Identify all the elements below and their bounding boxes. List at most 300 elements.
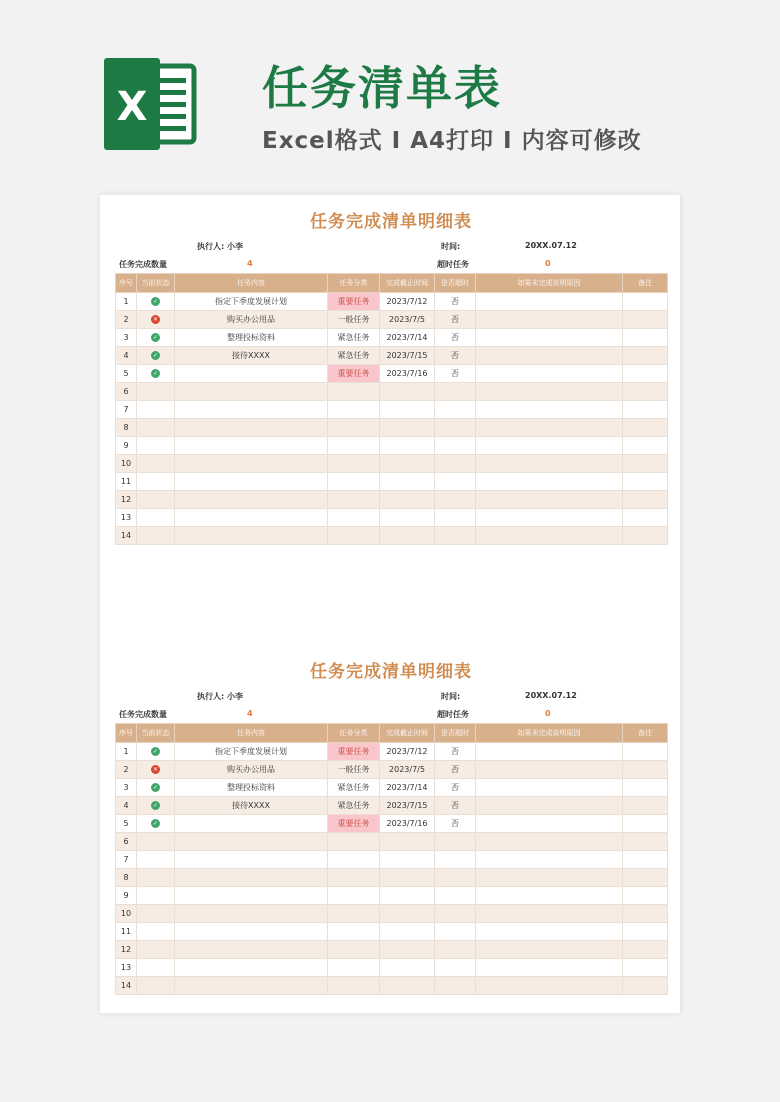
cell-category[interactable] — [328, 383, 380, 401]
check-circle-icon: ✓ — [152, 820, 159, 827]
cell-content[interactable] — [175, 941, 328, 959]
table-row[interactable] — [116, 527, 668, 545]
cell-reason[interactable] — [476, 869, 623, 887]
cell-overdue[interactable]: 否 — [435, 779, 476, 797]
cell-content[interactable] — [175, 473, 328, 491]
cell-overdue[interactable] — [435, 887, 476, 905]
cell-deadline[interactable]: 2023/7/12 — [380, 743, 435, 761]
cell-deadline[interactable] — [380, 527, 435, 545]
cell-note[interactable] — [623, 761, 668, 779]
cell-category[interactable]: 紧急任务 — [328, 779, 380, 797]
table-row[interactable] — [116, 779, 668, 797]
table-row[interactable] — [116, 869, 668, 887]
cell-status[interactable] — [137, 293, 175, 311]
table-row[interactable] — [116, 347, 668, 365]
cell-no: 13 — [116, 959, 137, 977]
cell-status[interactable] — [137, 833, 175, 851]
cell-content[interactable] — [175, 383, 328, 401]
cell-content[interactable] — [175, 455, 328, 473]
cell-category[interactable] — [328, 851, 380, 869]
done-count-label: 任务完成数量 — [119, 710, 167, 719]
cell-content[interactable] — [175, 401, 328, 419]
cell-note[interactable] — [623, 509, 668, 527]
cell-status[interactable] — [137, 455, 175, 473]
cell-deadline[interactable]: 2023/7/14 — [380, 779, 435, 797]
cell-deadline[interactable]: 2023/7/5 — [380, 311, 435, 329]
cell-status[interactable] — [137, 743, 175, 761]
cell-reason[interactable] — [476, 923, 623, 941]
overdue-value[interactable]: 0 — [545, 259, 551, 268]
cell-reason[interactable] — [476, 743, 623, 761]
table-row[interactable] — [116, 329, 668, 347]
cell-reason[interactable] — [476, 491, 623, 509]
table-row[interactable] — [116, 455, 668, 473]
cell-category[interactable] — [328, 923, 380, 941]
cell-overdue[interactable]: 否 — [435, 761, 476, 779]
table-row[interactable] — [116, 977, 668, 995]
cell-reason[interactable] — [476, 383, 623, 401]
cell-category[interactable] — [328, 977, 380, 995]
cell-content[interactable] — [175, 887, 328, 905]
cell-content[interactable] — [175, 815, 328, 833]
cell-no: 13 — [116, 509, 137, 527]
cell-deadline[interactable]: 2023/7/14 — [380, 329, 435, 347]
cell-category[interactable] — [328, 455, 380, 473]
cell-deadline[interactable]: 2023/7/5 — [380, 761, 435, 779]
cell-no: 12 — [116, 941, 137, 959]
cell-status[interactable] — [137, 887, 175, 905]
table-row[interactable] — [116, 491, 668, 509]
cell-note[interactable] — [623, 887, 668, 905]
table-row[interactable] — [116, 887, 668, 905]
cell-category[interactable] — [328, 437, 380, 455]
cell-category[interactable]: 一般任务 — [328, 311, 380, 329]
table-body — [116, 743, 668, 995]
cell-note[interactable] — [623, 797, 668, 815]
table-row[interactable] — [116, 815, 668, 833]
cell-reason[interactable] — [476, 527, 623, 545]
block-title: 任务完成清单明细表 — [310, 212, 472, 232]
cell-deadline[interactable] — [380, 887, 435, 905]
table-row[interactable] — [116, 797, 668, 815]
table-row[interactable] — [116, 437, 668, 455]
svg-text:X: X — [116, 84, 148, 130]
col-header-note: 备注 — [623, 274, 668, 293]
cell-note[interactable] — [623, 419, 668, 437]
cell-category[interactable] — [328, 887, 380, 905]
cell-deadline[interactable]: 2023/7/16 — [380, 815, 435, 833]
overdue-value[interactable]: 0 — [545, 709, 551, 718]
table-row[interactable] — [116, 509, 668, 527]
cell-overdue[interactable]: 否 — [435, 347, 476, 365]
cell-content[interactable] — [175, 491, 328, 509]
cell-overdue[interactable]: 否 — [435, 329, 476, 347]
cell-no: 6 — [116, 383, 137, 401]
cell-content[interactable] — [175, 509, 328, 527]
cell-content[interactable] — [175, 437, 328, 455]
cell-content[interactable] — [175, 833, 328, 851]
col-header-category: 任务分类 — [328, 724, 380, 743]
cell-status[interactable] — [137, 365, 175, 383]
task-block-2 — [115, 657, 667, 995]
cell-category[interactable] — [328, 491, 380, 509]
cell-note[interactable] — [623, 923, 668, 941]
cell-note[interactable] — [623, 437, 668, 455]
overdue-label: 超时任务 — [437, 710, 469, 719]
info-row-executor — [115, 237, 667, 255]
check-circle-icon: ✓ — [152, 334, 159, 341]
cell-content[interactable]: 购买办公用品 — [175, 761, 328, 779]
cell-overdue[interactable] — [435, 869, 476, 887]
cell-overdue[interactable] — [435, 491, 476, 509]
cell-status[interactable] — [137, 347, 175, 365]
cell-deadline[interactable] — [380, 833, 435, 851]
col-header-no: 序号 — [116, 724, 137, 743]
cell-reason[interactable] — [476, 329, 623, 347]
cell-category[interactable] — [328, 419, 380, 437]
cell-content[interactable] — [175, 851, 328, 869]
cell-deadline[interactable] — [380, 383, 435, 401]
cell-category[interactable] — [328, 869, 380, 887]
cell-deadline[interactable] — [380, 419, 435, 437]
cell-deadline[interactable]: 2023/7/16 — [380, 365, 435, 383]
cell-no: 9 — [116, 437, 137, 455]
cell-no: 14 — [116, 977, 137, 995]
cell-content[interactable] — [175, 365, 328, 383]
cell-content[interactable] — [175, 959, 328, 977]
table-row[interactable] — [116, 311, 668, 329]
cell-note[interactable] — [623, 455, 668, 473]
cell-deadline[interactable]: 2023/7/15 — [380, 797, 435, 815]
table-row[interactable] — [116, 743, 668, 761]
cell-note[interactable] — [623, 293, 668, 311]
cell-category[interactable] — [328, 905, 380, 923]
cell-deadline[interactable] — [380, 401, 435, 419]
cell-deadline[interactable] — [380, 959, 435, 977]
table-row[interactable] — [116, 401, 668, 419]
table-row[interactable] — [116, 923, 668, 941]
cell-no: 3 — [116, 329, 137, 347]
cell-no: 5 — [116, 365, 137, 383]
cell-deadline[interactable] — [380, 941, 435, 959]
cell-note[interactable] — [623, 941, 668, 959]
cell-status[interactable] — [137, 779, 175, 797]
cell-status[interactable] — [137, 797, 175, 815]
cell-content[interactable] — [175, 527, 328, 545]
check-circle-icon: ✓ — [152, 298, 159, 305]
cell-status[interactable] — [137, 959, 175, 977]
cell-category[interactable] — [328, 833, 380, 851]
cell-deadline[interactable] — [380, 491, 435, 509]
cell-note[interactable] — [623, 383, 668, 401]
cell-note[interactable] — [623, 833, 668, 851]
cell-category[interactable]: 紧急任务 — [328, 347, 380, 365]
overdue-label: 超时任务 — [437, 260, 469, 269]
cell-deadline[interactable] — [380, 851, 435, 869]
cell-no: 1 — [116, 293, 137, 311]
cell-note[interactable] — [623, 977, 668, 995]
cell-reason[interactable] — [476, 365, 623, 383]
cell-overdue[interactable] — [435, 959, 476, 977]
table-row[interactable] — [116, 959, 668, 977]
cell-status[interactable] — [137, 401, 175, 419]
cell-status[interactable] — [137, 491, 175, 509]
cell-reason[interactable] — [476, 977, 623, 995]
task-table — [115, 273, 668, 545]
cell-reason[interactable] — [476, 851, 623, 869]
table-header-row — [116, 274, 668, 293]
cell-content[interactable]: 指定下季度发展计划 — [175, 743, 328, 761]
cell-no: 11 — [116, 923, 137, 941]
cell-overdue[interactable] — [435, 437, 476, 455]
cell-status[interactable] — [137, 509, 175, 527]
cell-no: 10 — [116, 455, 137, 473]
cell-status[interactable] — [137, 527, 175, 545]
page-title: 任务清单表 — [262, 61, 502, 115]
excel-logo-icon — [100, 58, 200, 150]
cell-reason[interactable] — [476, 401, 623, 419]
cell-reason[interactable] — [476, 509, 623, 527]
executor-value[interactable]: 小李 — [227, 692, 243, 701]
cell-reason[interactable] — [476, 761, 623, 779]
cell-no: 8 — [116, 869, 137, 887]
cell-no: 10 — [116, 905, 137, 923]
cell-overdue[interactable]: 否 — [435, 815, 476, 833]
cell-status[interactable] — [137, 311, 175, 329]
table-row[interactable] — [116, 365, 668, 383]
cell-note[interactable] — [623, 347, 668, 365]
task-table — [115, 723, 668, 995]
cell-content[interactable]: 接待XXXX — [175, 347, 328, 365]
cell-note[interactable] — [623, 311, 668, 329]
col-header-category: 任务分类 — [328, 274, 380, 293]
table-row[interactable] — [116, 761, 668, 779]
col-header-overdue: 是否超时 — [435, 724, 476, 743]
cell-reason[interactable] — [476, 887, 623, 905]
table-row[interactable] — [116, 833, 668, 851]
cell-status[interactable] — [137, 437, 175, 455]
cell-status[interactable] — [137, 869, 175, 887]
cell-overdue[interactable] — [435, 905, 476, 923]
cell-category[interactable] — [328, 401, 380, 419]
cell-overdue[interactable] — [435, 527, 476, 545]
cell-no: 1 — [116, 743, 137, 761]
cell-reason[interactable] — [476, 347, 623, 365]
cell-no: 4 — [116, 797, 137, 815]
cell-category[interactable]: 重要任务 — [328, 293, 380, 311]
col-header-deadline: 完成截止时间 — [380, 274, 435, 293]
executor-label: 执行人: — [197, 692, 225, 701]
cell-status[interactable] — [137, 977, 175, 995]
cell-overdue[interactable] — [435, 401, 476, 419]
cell-content[interactable]: 购买办公用品 — [175, 311, 328, 329]
cell-reason[interactable] — [476, 473, 623, 491]
cell-overdue[interactable]: 否 — [435, 293, 476, 311]
cell-reason[interactable] — [476, 437, 623, 455]
cell-category[interactable] — [328, 959, 380, 977]
cell-content[interactable] — [175, 869, 328, 887]
done-count-label: 任务完成数量 — [119, 260, 167, 269]
cell-reason[interactable] — [476, 959, 623, 977]
cell-deadline[interactable]: 2023/7/15 — [380, 347, 435, 365]
done-count-value[interactable]: 4 — [247, 709, 253, 718]
col-header-no: 序号 — [116, 274, 137, 293]
cell-overdue[interactable] — [435, 923, 476, 941]
cell-note[interactable] — [623, 527, 668, 545]
col-header-reason: 如果未完成说明原因 — [476, 724, 623, 743]
cell-overdue[interactable] — [435, 833, 476, 851]
cell-reason[interactable] — [476, 833, 623, 851]
cell-reason[interactable] — [476, 311, 623, 329]
cell-note[interactable] — [623, 851, 668, 869]
cell-status[interactable] — [137, 851, 175, 869]
cell-overdue[interactable]: 否 — [435, 311, 476, 329]
table-row[interactable] — [116, 383, 668, 401]
cell-overdue[interactable] — [435, 509, 476, 527]
cell-note[interactable] — [623, 815, 668, 833]
block-title: 任务完成清单明细表 — [310, 662, 472, 682]
page-subtitle: Excel格式 I A4打印 I 内容可修改 — [262, 128, 642, 154]
cell-content[interactable] — [175, 419, 328, 437]
cell-overdue[interactable] — [435, 419, 476, 437]
cell-reason[interactable] — [476, 419, 623, 437]
col-header-note: 备注 — [623, 724, 668, 743]
check-circle-icon: ✓ — [152, 802, 159, 809]
cell-overdue[interactable]: 否 — [435, 743, 476, 761]
cell-note[interactable] — [623, 329, 668, 347]
check-circle-icon: ✓ — [152, 784, 159, 791]
time-value[interactable]: 20XX.07.12 — [525, 241, 577, 250]
cell-status[interactable] — [137, 473, 175, 491]
col-header-reason: 如果未完成说明原因 — [476, 274, 623, 293]
cell-overdue[interactable] — [435, 941, 476, 959]
cell-reason[interactable] — [476, 797, 623, 815]
cell-deadline[interactable] — [380, 905, 435, 923]
x-circle-icon: ✕ — [152, 316, 159, 323]
cell-reason[interactable] — [476, 779, 623, 797]
cell-no: 11 — [116, 473, 137, 491]
info-row-counts — [115, 255, 667, 273]
spreadsheet-page — [100, 195, 680, 1013]
table-row[interactable] — [116, 941, 668, 959]
cell-content[interactable]: 整理投标资料 — [175, 329, 328, 347]
cell-content[interactable] — [175, 923, 328, 941]
cell-no: 8 — [116, 419, 137, 437]
cell-category[interactable] — [328, 473, 380, 491]
table-row[interactable] — [116, 473, 668, 491]
cell-deadline[interactable] — [380, 977, 435, 995]
col-header-deadline: 完成截止时间 — [380, 724, 435, 743]
cell-no: 3 — [116, 779, 137, 797]
cell-status[interactable] — [137, 905, 175, 923]
cell-category[interactable]: 紧急任务 — [328, 329, 380, 347]
table-row[interactable] — [116, 905, 668, 923]
x-circle-icon: ✕ — [152, 766, 159, 773]
check-circle-icon: ✓ — [152, 352, 159, 359]
task-block-1 — [115, 207, 667, 545]
cell-overdue[interactable]: 否 — [435, 797, 476, 815]
cell-note[interactable] — [623, 743, 668, 761]
page-header — [0, 0, 780, 190]
cell-no: 4 — [116, 347, 137, 365]
col-header-status: 当前状态 — [137, 274, 175, 293]
cell-content[interactable] — [175, 905, 328, 923]
cell-status[interactable] — [137, 815, 175, 833]
time-value[interactable]: 20XX.07.12 — [525, 691, 577, 700]
cell-status[interactable] — [137, 419, 175, 437]
col-header-content: 任务内容 — [175, 274, 328, 293]
cell-status[interactable] — [137, 761, 175, 779]
cell-status[interactable] — [137, 329, 175, 347]
cell-note[interactable] — [623, 401, 668, 419]
table-row[interactable] — [116, 419, 668, 437]
cell-note[interactable] — [623, 869, 668, 887]
table-row[interactable] — [116, 851, 668, 869]
cell-reason[interactable] — [476, 293, 623, 311]
cell-no: 7 — [116, 851, 137, 869]
cell-deadline[interactable] — [380, 455, 435, 473]
cell-note[interactable] — [623, 959, 668, 977]
cell-deadline[interactable] — [380, 437, 435, 455]
info-row-counts — [115, 705, 667, 723]
cell-reason[interactable] — [476, 455, 623, 473]
cell-overdue[interactable] — [435, 455, 476, 473]
executor-value[interactable]: 小李 — [227, 242, 243, 251]
table-row[interactable] — [116, 293, 668, 311]
cell-category[interactable] — [328, 527, 380, 545]
cell-content[interactable]: 整理投标资料 — [175, 779, 328, 797]
cell-category[interactable]: 紧急任务 — [328, 797, 380, 815]
cell-status[interactable] — [137, 383, 175, 401]
cell-no: 9 — [116, 887, 137, 905]
cell-category[interactable]: 一般任务 — [328, 761, 380, 779]
cell-reason[interactable] — [476, 815, 623, 833]
cell-overdue[interactable] — [435, 977, 476, 995]
cell-note[interactable] — [623, 905, 668, 923]
cell-note[interactable] — [623, 473, 668, 491]
cell-deadline[interactable] — [380, 509, 435, 527]
cell-deadline[interactable] — [380, 923, 435, 941]
cell-reason[interactable] — [476, 941, 623, 959]
cell-category[interactable] — [328, 941, 380, 959]
cell-category[interactable]: 重要任务 — [328, 743, 380, 761]
cell-overdue[interactable] — [435, 851, 476, 869]
check-circle-icon: ✓ — [152, 370, 159, 377]
cell-content[interactable] — [175, 977, 328, 995]
cell-content[interactable]: 指定下季度发展计划 — [175, 293, 328, 311]
cell-status[interactable] — [137, 941, 175, 959]
cell-category[interactable] — [328, 509, 380, 527]
col-header-overdue: 是否超时 — [435, 274, 476, 293]
cell-note[interactable] — [623, 365, 668, 383]
cell-overdue[interactable] — [435, 383, 476, 401]
cell-status[interactable] — [137, 923, 175, 941]
cell-category[interactable]: 重要任务 — [328, 365, 380, 383]
cell-deadline[interactable]: 2023/7/12 — [380, 293, 435, 311]
cell-content[interactable]: 接待XXXX — [175, 797, 328, 815]
cell-deadline[interactable] — [380, 869, 435, 887]
check-circle-icon: ✓ — [152, 748, 159, 755]
done-count-value[interactable]: 4 — [247, 259, 253, 268]
cell-overdue[interactable]: 否 — [435, 365, 476, 383]
cell-note[interactable] — [623, 491, 668, 509]
cell-category[interactable]: 重要任务 — [328, 815, 380, 833]
cell-no: 7 — [116, 401, 137, 419]
cell-overdue[interactable] — [435, 473, 476, 491]
cell-deadline[interactable] — [380, 473, 435, 491]
cell-note[interactable] — [623, 779, 668, 797]
cell-reason[interactable] — [476, 905, 623, 923]
